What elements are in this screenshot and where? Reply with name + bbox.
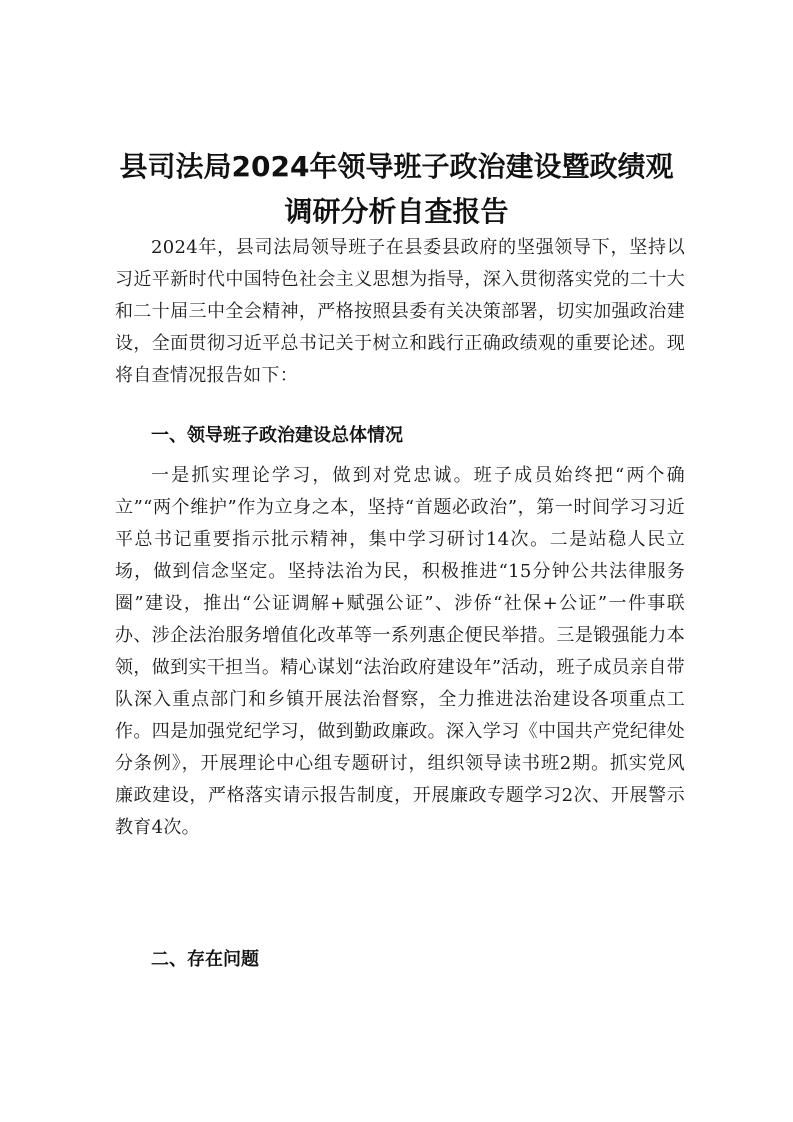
section-overview-paragraph: 一是抓实理论学习，做到对党忠诚。班子成员始终把“两个确立”“两个维护”作为立身之本，坚持“首题必政治”，第一时间学习习近平总书记重要指示批示精神，集中学习研讨14次。二是站稳人民立场，做到信念坚定。坚持法治为民，积极推进“15分钟公共法律服务圈”建设，推出“公证调解+赋强公证”、涉侨“社保+公证”一件事联办、涉企法治服务增值化改革等一系列惠企便民举措。三是锻强能力本领，做到实干担当。精心谋划“法治政府建设年”活动，班子成员亲自带队深入重点部门和乡镇开展法治督察，全力推进法治建设各项重点工作。四是加强党纪学习，做到勤政廉政。深入学习《中国共产党纪律处分条例》，开展理论中心组专题研讨，组织领导读书班2期。抓实党风廉政建设，严格落实请示报告制度，开展廉政专题学习2次、开展警示教育4次。 <box>115 465 685 838</box>
document-title-line-1: 县司法局2024年领导班子政治建设暨政绩观 <box>119 150 674 183</box>
intro-paragraph: 2024年，县司法局领导班子在县委县政府的坚强领导下，坚持以习近平新时代中国特色社会主义思想为指导，深入贯彻落实党的二十大和二十届三中全会精神，严格按照县委有关决策部署，切实加强政治建设，全面贯彻习近平总书记关于树立和践行正确政绩观的重要论述。现将自查情况报告如下： <box>115 237 685 386</box>
section-heading-problems: 二、存在问题 <box>151 949 259 970</box>
document-title-line-2: 调研分析自查报告 <box>284 195 509 228</box>
section-heading-overview: 一、领导班子政治建设总体情况 <box>151 425 403 446</box>
